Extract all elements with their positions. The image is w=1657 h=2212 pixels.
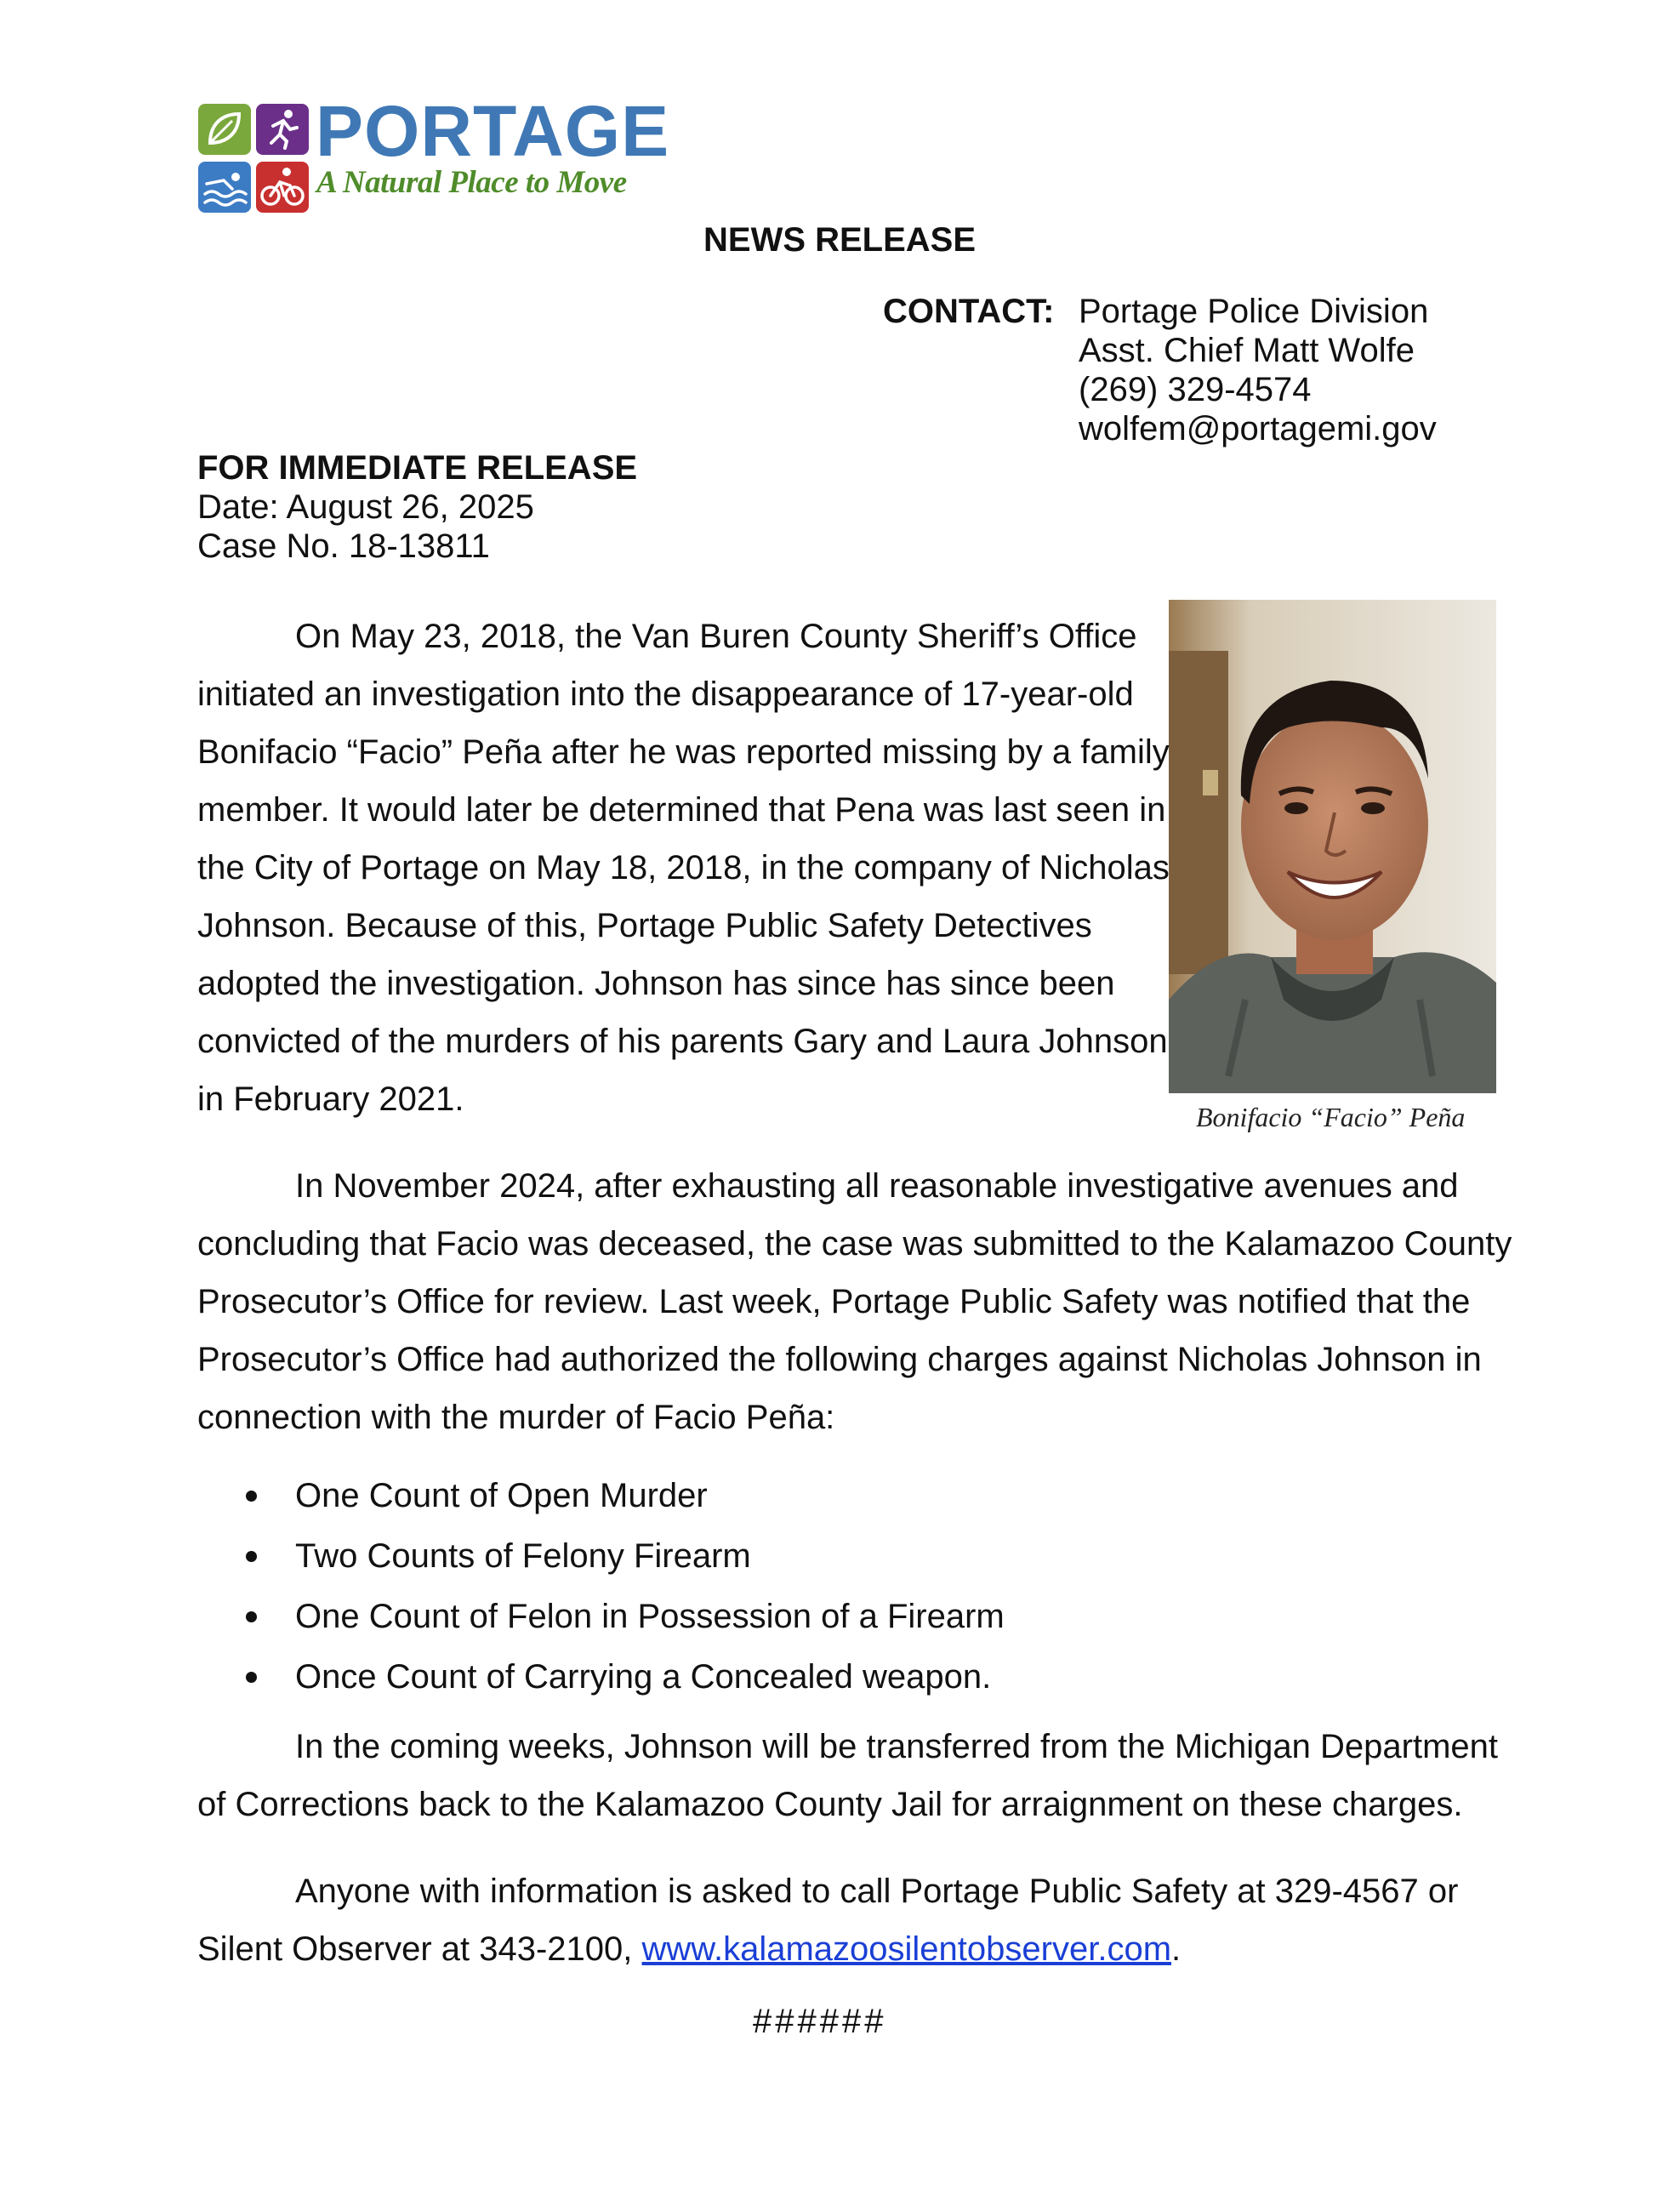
case-number: Case No. 18-13811 [197, 527, 490, 565]
photo-caption: Bonifacio “Facio” Peña [1196, 1102, 1466, 1132]
paragraph-line: connection with the murder of Facio Peña: [197, 1399, 835, 1436]
paragraph-line: convicted of the murders of his parents Gary and Laura Johnson [197, 1023, 1168, 1060]
runner-icon [256, 104, 309, 155]
immediate-release-label: FOR IMMEDIATE RELEASE [197, 449, 638, 487]
paragraph-line: Johnson. Because of this, Portage Public Safety Detectives [197, 907, 1092, 944]
paragraph-line: member. It would later be determined that Pena was last seen in [197, 791, 1166, 829]
silent-observer-link[interactable]: www.kalamazoosilentobserver.com [641, 1930, 1172, 1968]
charge-item: One Count of Felon in Possession of a Firearm [295, 1598, 1005, 1635]
portrait-photo [1169, 600, 1496, 1093]
bullet-icon [246, 1611, 257, 1622]
portage-logo-tiles [198, 104, 311, 214]
charge-item: Two Counts of Felony Firearm [295, 1537, 751, 1575]
charge-item: Once Count of Carrying a Concealed weapon. [295, 1658, 992, 1696]
paragraph-line: Anyone with information is asked to call Portage Public Safety at 329-4567 or [295, 1873, 1459, 1910]
logo-tagline: A Natural Place to Move [316, 165, 627, 200]
cyclist-icon [256, 162, 309, 213]
contact-label: CONTACT: [883, 293, 1055, 330]
charge-item: One Count of Open Murder [295, 1477, 708, 1514]
bullet-icon [246, 1551, 257, 1562]
contact-email: wolfem@portagemi.gov [1079, 410, 1437, 448]
paragraph-line [197, 1932, 1181, 1966]
leaf-icon [198, 104, 251, 155]
paragraph-line: Prosecutor’s Office for review. Last week, Portage Public Safety was notified that the [197, 1283, 1471, 1320]
contact-phone: (269) 329-4574 [1079, 371, 1312, 408]
paragraph-line: In November 2024, after exhausting all reasonable investigative avenues and [295, 1167, 1459, 1205]
news-release-heading: NEWS RELEASE [703, 221, 977, 259]
paragraph-line: On May 23, 2018, the Van Buren County Sheriff’s Office [295, 618, 1137, 655]
paragraph-line: of Corrections back to the Kalamazoo County Jail for arraignment on these charges. [197, 1786, 1463, 1823]
paragraph-line: initiated an investigation into the disappearance of 17-year-old [197, 676, 1134, 713]
contact-line: Asst. Chief Matt Wolfe [1079, 332, 1415, 369]
end-mark: ###### [753, 2003, 887, 2040]
paragraph-line: In the coming weeks, Johnson will be transferred from the Michigan Department [295, 1728, 1499, 1765]
observer-text: Silent Observer at 343-2100, [197, 1930, 642, 1968]
paragraph-line: Bonifacio “Facio” Peña after he was reported missing by a family [197, 733, 1170, 771]
paragraph-line: the City of Portage on May 18, 2018, in the company of Nicholas [197, 849, 1170, 887]
bullet-icon [246, 1491, 257, 1502]
paragraph-line: Prosecutor’s Office had authorized the following charges against Nicholas Johnson in [197, 1341, 1482, 1378]
swimmer-icon [198, 162, 251, 213]
release-date: Date: August 26, 2025 [197, 488, 534, 526]
paragraph-line: concluding that Facio was deceased, the case was submitted to the Kalamazoo County [197, 1225, 1512, 1263]
contact-line: Portage Police Division [1079, 293, 1429, 330]
paragraph-line: adopted the investigation. Johnson has since has since been [197, 965, 1115, 1002]
bullet-icon [246, 1672, 257, 1683]
paragraph-line: in February 2021. [197, 1080, 464, 1118]
logo-wordmark: PORTAGE [316, 91, 670, 171]
period: . [1171, 1930, 1182, 1968]
